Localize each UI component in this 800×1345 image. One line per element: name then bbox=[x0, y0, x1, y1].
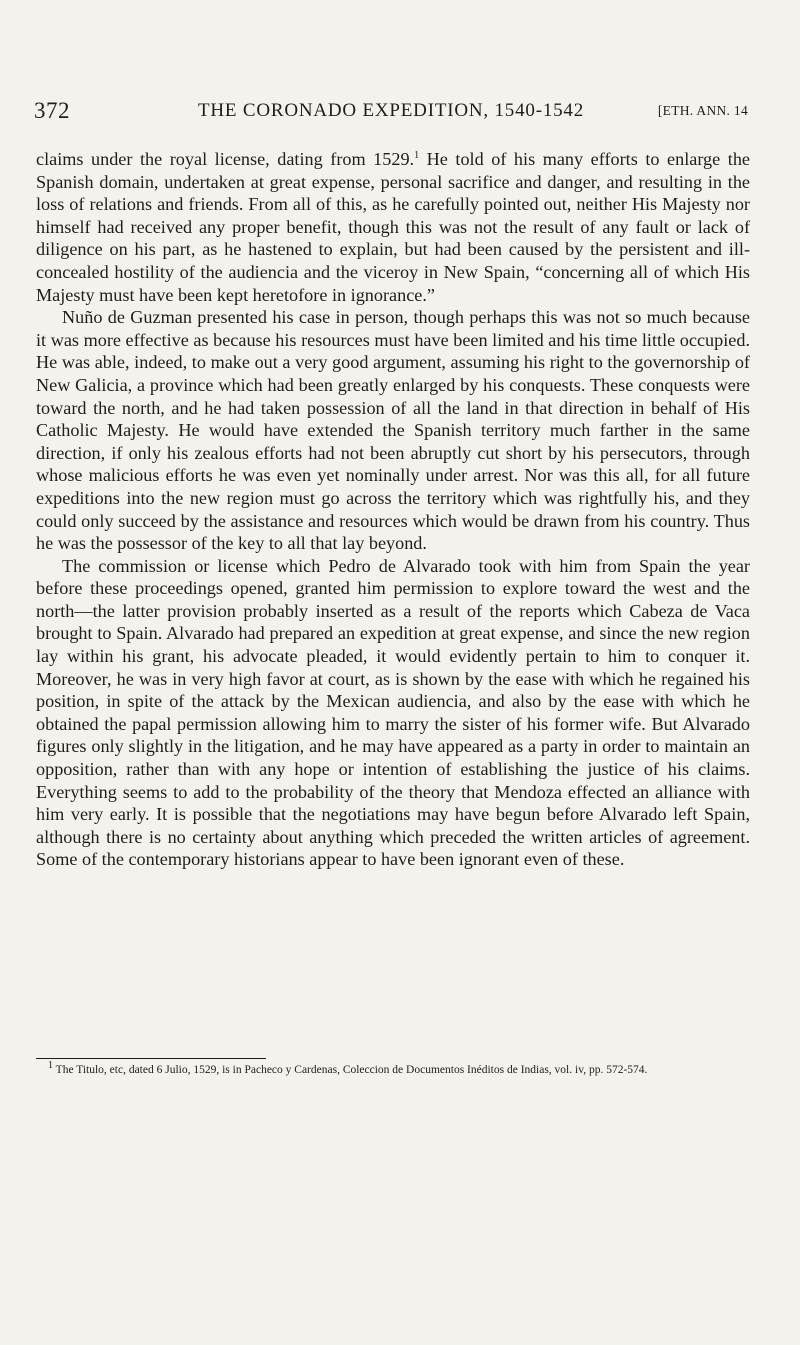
paragraph-1-rest: He told of his many efforts to enlarge the Spanish domain, undertaken at great expense, personal sacrifice and danger, and resulting in the loss of relations and friends. From all of this, as he carefully pointed out, neither His Majesty nor himself had received any proper benefit, though this was not the result of any fault or lack of diligence on his part, as he hastened to explain, but had been caused by the persistent and ill-concealed hostility of the audiencia and the viceroy in New Spain, “concerning all of which His Majesty must have been kept heretofore in ignorance.” bbox=[36, 149, 750, 305]
paragraph-1-start: claims under the royal license, dating from 1529. bbox=[36, 149, 415, 169]
footnote-text: The Titulo, etc, dated 6 Julio, 1529, is in Pacheco y Cardenas, Coleccion de Documentos Inéditos de Indias, vol. iv, pp. 572-574. bbox=[55, 1064, 648, 1076]
page-number: 372 bbox=[34, 98, 70, 123]
footnote bbox=[36, 1060, 750, 1078]
body-text bbox=[36, 148, 750, 871]
running-header bbox=[34, 98, 748, 132]
paragraph-1 bbox=[36, 148, 750, 306]
footnote-mark: 1 bbox=[48, 1060, 53, 1072]
footnote-divider bbox=[36, 1058, 266, 1059]
paragraph-2: Nuño de Guzman presented his case in person, though perhaps this was not so much because it was more effective as because his resources must have been limited and his time little occupied. He was able, indeed, to make out a very good argument, assuming his right to the governorship of New Galicia, a province which had been greatly enlarged by his conquests. These conquests were toward the north, and he had taken possession of all the land in that direction in behalf of His Catholic Majesty. He would have extended the Spanish territory much farther in the same direction, if only his zealous efforts had not been abruptly cut short by his persecutors, through whose malicious efforts he was even yet nominally under arrest. Nor was this all, for all future expeditions into the new region must go across the territory which was rightfully his, and they could only succeed by the assistance and resources which would be drawn from his country. Thus he was the possessor of the key to all that lay beyond. bbox=[36, 307, 750, 554]
running-title: THE CORONADO EXPEDITION, 1540-1542 bbox=[197, 100, 585, 121]
series-reference: [ETH. ANN. 14 bbox=[657, 103, 748, 118]
paragraph-3: The commission or license which Pedro de Alvarado took with him from Spain the year before these proceedings opened, granted him permission to explore toward the west and the north—the latter provision probably inserted as a result of the reports which Cabeza de Vaca brought to Spain. Alvarado had prepared an expedition at great expense, and since the new region lay within his grant, his advocate pleaded, it would evidently pertain to him to conquer it. Moreover, he was in very high favor at court, as is shown by the ease with which he regained his position, in spite of the attack by the Mexican audiencia, and also by the ease with which he obtained the papal permission allowing him to marry the sister of his former wife. But Alvarado figures only slightly in the litigation, and he may have appeared as a party in order to maintain an opposition, rather than with any hope or intention of establishing the justice of his claims. Everything seems to add to the probability of the theory that Mendoza effected an alliance with him very early. It is possible that the negotiations may have begun before Alvarado left Spain, although there is no certainty about anything which preceded the written articles of agreement. Some of the contemporary historians appear to have been ignorant even of these. bbox=[36, 555, 750, 870]
footnote-reference: 1 bbox=[414, 149, 420, 161]
